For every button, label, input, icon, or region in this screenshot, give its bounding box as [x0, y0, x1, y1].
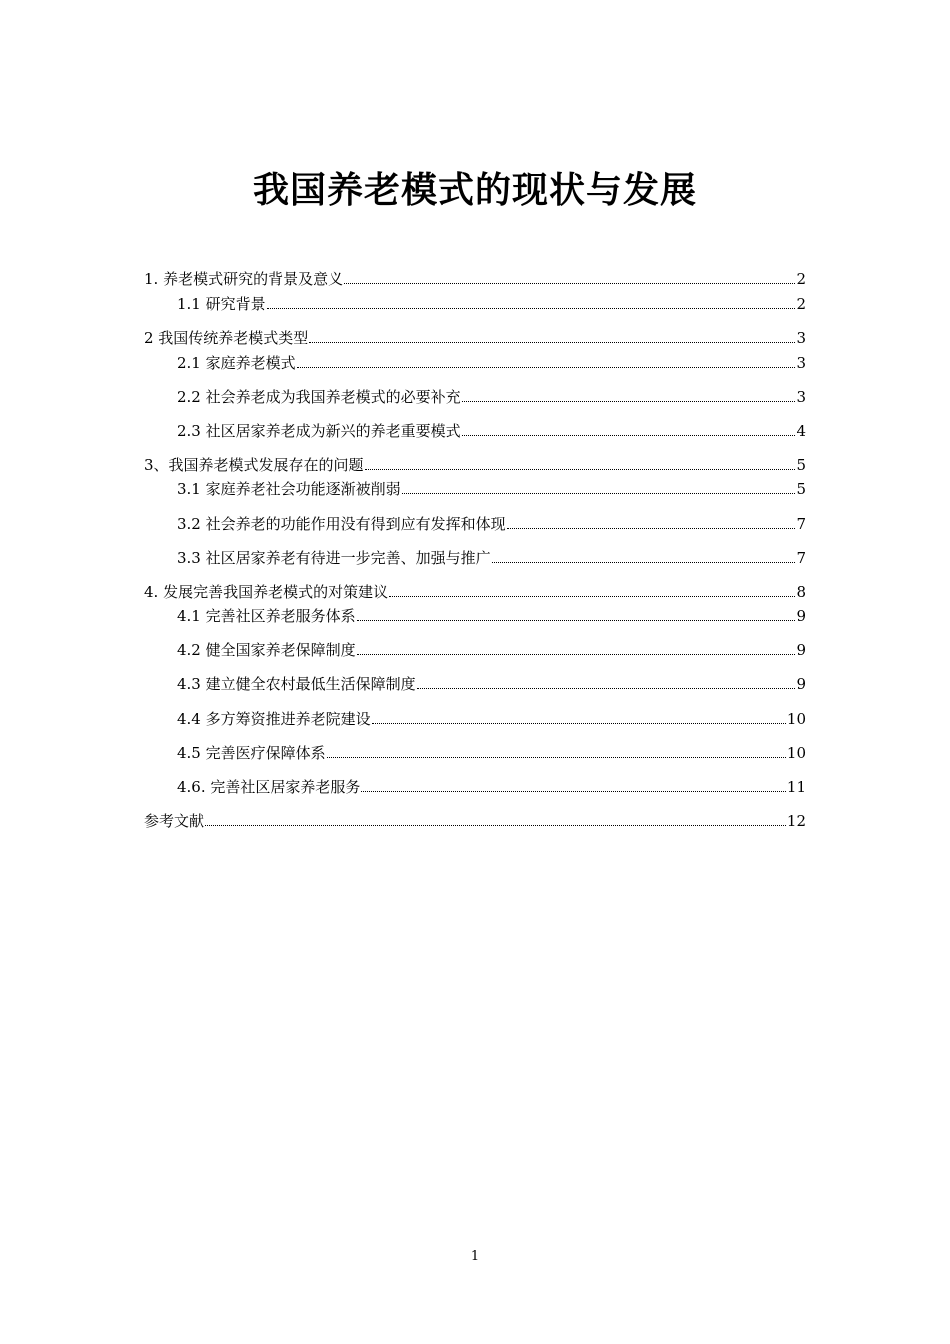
- toc-dot-leader: [365, 468, 796, 470]
- toc-entry-label: 4.2 健全国家养老保障制度: [177, 641, 356, 659]
- toc-entry-label: 1.1 研究背景: [177, 295, 266, 313]
- toc-entry-page: 2: [796, 270, 806, 288]
- toc-dot-leader: [267, 307, 796, 309]
- toc-entry-label: 2 我国传统养老模式类型: [144, 329, 309, 347]
- toc-entry[interactable]: [144, 453, 806, 475]
- toc-dot-leader: [361, 790, 786, 792]
- toc-dot-leader: [357, 653, 796, 655]
- toc-entry-page: 10: [786, 710, 806, 728]
- toc-entry-page: 10: [786, 744, 806, 762]
- toc-dot-leader: [357, 619, 796, 621]
- toc-entry-label: 3.2 社会养老的功能作用没有得到应有发挥和体现: [177, 515, 506, 533]
- toc-entry[interactable]: [144, 580, 806, 602]
- toc-entry[interactable]: [177, 292, 806, 314]
- toc-entry[interactable]: [177, 385, 806, 407]
- toc-entry[interactable]: [177, 672, 806, 694]
- toc-entry-page: 12: [786, 812, 806, 830]
- toc-dot-leader: [327, 756, 786, 758]
- toc-dot-leader: [462, 400, 796, 402]
- toc-entry-page: 9: [796, 641, 806, 659]
- toc-entry-label: 参考文献: [144, 812, 205, 830]
- toc-dot-leader: [389, 595, 795, 597]
- toc-entry[interactable]: [144, 809, 806, 831]
- toc-dot-leader: [417, 687, 796, 689]
- toc-entry-page: 5: [796, 480, 806, 498]
- toc-entry-page: 9: [796, 607, 806, 625]
- toc-entry[interactable]: [177, 604, 806, 626]
- toc-entry-label: 4.5 完善医疗保障体系: [177, 744, 326, 762]
- toc-entry[interactable]: [144, 267, 806, 289]
- toc-entry-label: 4.3 建立健全农村最低生活保障制度: [177, 675, 416, 693]
- toc-entry[interactable]: [177, 512, 806, 534]
- toc-entry[interactable]: [177, 351, 806, 373]
- toc-dot-leader: [309, 341, 795, 343]
- toc-entry-label: 4. 发展完善我国养老模式的对策建议: [144, 583, 389, 601]
- toc-entry-label: 1. 养老模式研究的背景及意义: [144, 270, 344, 288]
- toc-entry-page: 3: [796, 354, 806, 372]
- toc-entry-page: 11: [786, 778, 806, 796]
- toc-entry-label: 2.1 家庭养老模式: [177, 354, 296, 372]
- toc-entry-label: 2.2 社会养老成为我国养老模式的必要补充: [177, 388, 461, 406]
- toc-dot-leader: [297, 366, 796, 368]
- toc-entry[interactable]: [177, 546, 806, 568]
- toc-entry-page: 9: [796, 675, 806, 693]
- toc-dot-leader: [492, 561, 796, 563]
- toc-entry[interactable]: [177, 638, 806, 660]
- toc-entry-page: 7: [796, 515, 806, 533]
- toc-entry[interactable]: [177, 707, 806, 729]
- toc-entry-page: 7: [796, 549, 806, 567]
- page-title: 我国养老模式的现状与发展: [252, 169, 697, 211]
- toc-dot-leader: [462, 434, 796, 436]
- toc-dot-leader: [344, 282, 795, 284]
- toc-entry[interactable]: [177, 775, 806, 797]
- toc-dot-leader: [372, 722, 786, 724]
- toc-entry[interactable]: [177, 741, 806, 763]
- toc-entry-label: 4.6. 完善社区居家养老服务: [177, 778, 361, 796]
- toc-entry-page: 5: [796, 456, 806, 474]
- toc-dot-leader: [402, 492, 796, 494]
- toc-entry-page: 2: [796, 295, 806, 313]
- toc-dot-leader: [507, 527, 796, 529]
- toc-entry-label: 3、我国养老模式发展存在的问题: [144, 456, 364, 474]
- toc-entry-label: 4.1 完善社区养老服务体系: [177, 607, 356, 625]
- toc-dot-leader: [205, 824, 786, 826]
- page-number: 1: [470, 1249, 480, 1264]
- toc-entry-page: 8: [796, 583, 806, 601]
- toc-entry[interactable]: [177, 419, 806, 441]
- toc-entry-label: 3.3 社区居家养老有待进一步完善、加强与推广: [177, 549, 491, 567]
- toc-entry-label: 4.4 多方筹资推进养老院建设: [177, 710, 371, 728]
- toc-entry-label: 2.3 社区居家养老成为新兴的养老重要模式: [177, 422, 461, 440]
- toc-entry-page: 3: [796, 329, 806, 347]
- toc-entry-page: 3: [796, 388, 806, 406]
- toc-entry-label: 3.1 家庭养老社会功能逐渐被削弱: [177, 480, 401, 498]
- toc-entry[interactable]: [177, 477, 806, 499]
- toc-entry[interactable]: [144, 326, 806, 348]
- toc-entry-page: 4: [796, 422, 806, 440]
